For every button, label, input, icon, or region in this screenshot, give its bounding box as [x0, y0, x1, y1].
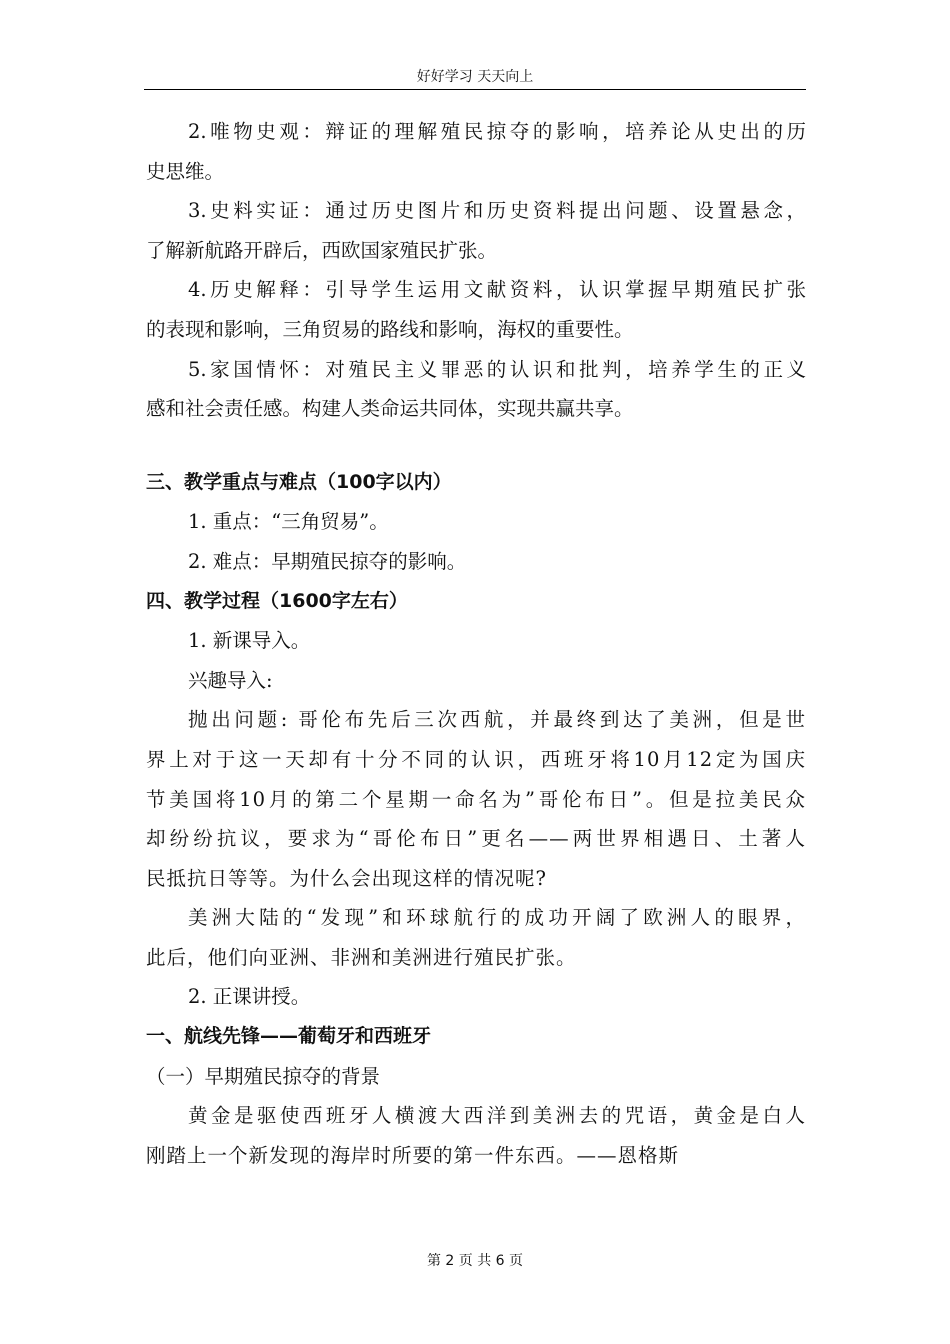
- step-2-label: 2. 正课讲授。: [188, 985, 311, 1009]
- page-footer: 第 2 页 共 6 页: [426, 1253, 524, 1269]
- goal-item-2-line-1: 2.唯物史观：辩证的理解殖民掠夺的影响，培养论从史出的历: [188, 120, 806, 143]
- goal-item-4-line-2: 的表现和影响，三角贸易的路线和影响，海权的重要性。: [146, 317, 634, 341]
- question-line-2: 界上对于这一天却有十分不同的认识，西班牙将10月12定为国庆: [146, 747, 806, 771]
- lesson-heading: 一、航线先锋——葡萄牙和西班牙: [146, 1025, 432, 1048]
- document-body: [146, 112, 806, 1175]
- goal-item-3-line-2: 了解新航路开辟后，西欧国家殖民扩张。: [146, 238, 498, 262]
- transition-line-2: 此后，他们向亚洲、非洲和美洲进行殖民扩张。: [146, 945, 577, 969]
- transition-line-1: 美洲大陆的“发现”和环球航行的成功开阔了欧洲人的眼界，: [188, 906, 806, 930]
- goal-item-5-line-1: 5.家国情怀：对殖民主义罪恶的认识和批判，培养学生的正义: [188, 357, 806, 381]
- difficulty-point: 2. 难点：早期殖民掠夺的影响。: [188, 549, 467, 573]
- step-1-label: 1. 新课导入。: [188, 629, 311, 653]
- subsection-1-heading: （一）早期殖民掠夺的背景: [146, 1064, 381, 1088]
- goal-item-5-line-2: 感和社会责任感。构建人类命运共同体，实现共赢共享。: [146, 397, 634, 421]
- spacer: [146, 429, 806, 463]
- section-4-heading: 四、教学过程（1600字左右）: [146, 589, 408, 612]
- goal-item-3-line-1: 3.史料实证：通过历史图片和历史资料提出问题、设置悬念，: [188, 199, 806, 223]
- goal-item-2-line-2: 史思维。: [146, 159, 225, 183]
- section-3-heading: 三、教学重点与难点（100字以内）: [146, 470, 452, 493]
- page-header: 好好学习 天天向上: [416, 69, 534, 85]
- quote-line-1: 黄金是驱使西班牙人横渡大西洋到美洲去的咒语，黄金是白人: [188, 1104, 806, 1128]
- question-line-1: 抛出问题: 哥伦布先后三次西航，并最终到达了美洲，但是世: [188, 708, 806, 732]
- question-line-4: 却纷纷抗议，要求为“哥伦布日”更名——两世界相遇日、土著人: [146, 827, 806, 851]
- key-point: 1. 重点：“三角贸易”。: [188, 510, 389, 534]
- quote-line-2: 刚踏上一个新发现的海岸时所要的第一件东西。——恩格斯: [146, 1143, 680, 1167]
- goal-item-4-line-1: 4.历史解释：引导学生运用文献资料，认识掌握早期殖民扩张: [188, 278, 806, 302]
- header-divider: [144, 89, 806, 90]
- question-line-3: 节美国将10月的第二个星期一命名为”哥伦布日”。但是拉美民众: [146, 787, 806, 811]
- intro-label: 兴趣导入:: [188, 668, 273, 692]
- question-line-5: 民抵抗日等等。为什么会出现这样的情况呢?: [146, 866, 547, 890]
